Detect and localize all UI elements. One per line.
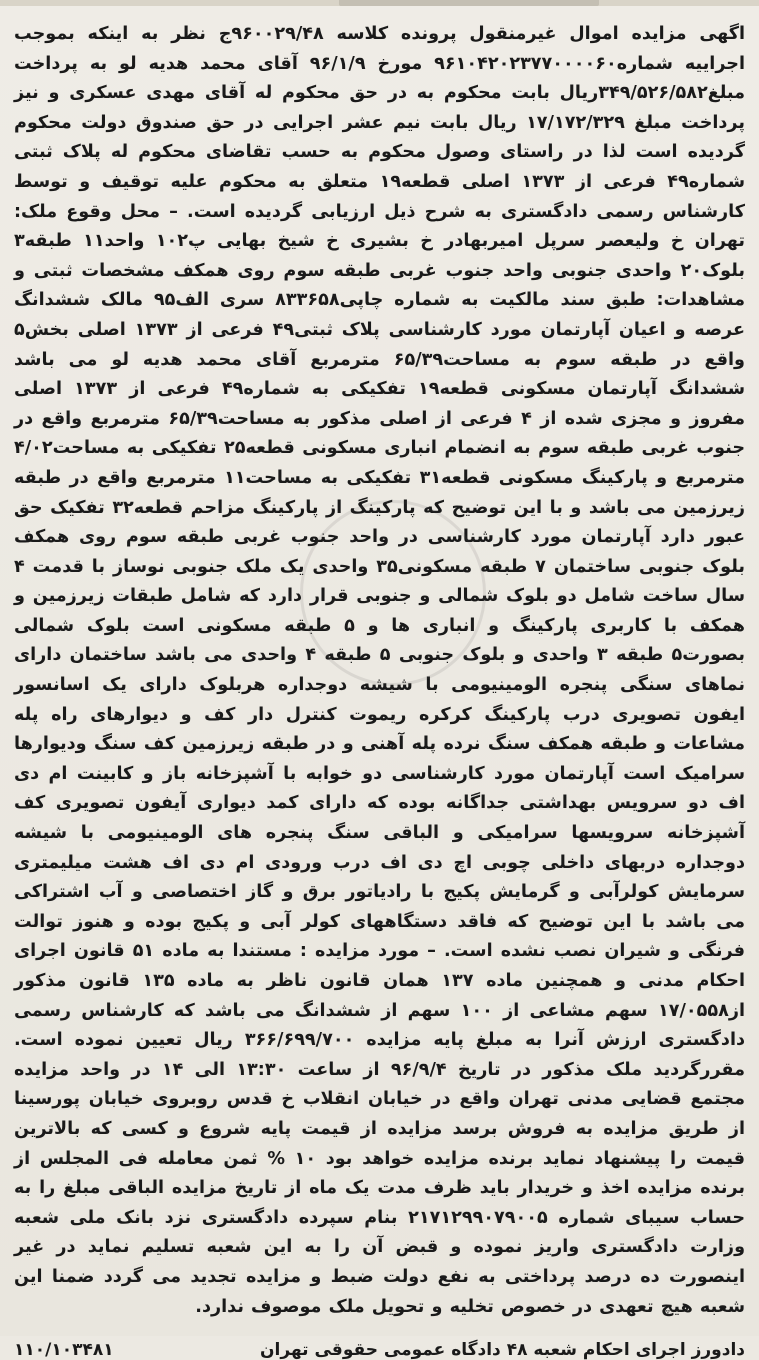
notice-footer — [14, 1340, 745, 1360]
notice-code: ۱۱۰/۱۰۳۴۸۱ — [14, 1339, 114, 1360]
top-header-tag — [339, 0, 599, 6]
court-signature: دادورز اجرای احکام شعبه ۴۸ دادگاه عمومی حقوقی تهران — [260, 1339, 745, 1360]
notice-body: اگهی مزایده اموال غیرمنقول پرونده کلاسه ۹۶۰۰۲۹/۴۸ج نظر به اینکه بموجب اجراییه شماره۹۶۱۰۴۲۰۲۳۷۷۰۰۰۰۶۰ مورخ ۹۶/۱/۹ آقای محمد هدیه لو به پرداخت مبلغ۳۴۹/۵۲۶/۵۸۲ریال بابت محکوم به در حق محکوم له آقای مهدی عسکری و نیز پرداخت مبلغ ۱۷/۱۷۲/۳۲۹ ریال بابت نیم عشر اجرایی در حق صندوق دولت محکوم گردیده است لذا در راستای وصول محکوم به حسب تقاضای محکوم له پلاک ثبتی شماره۴۹ فرعی از ۱۳۷۳ اصلی قطعه۱۹ متعلق به محکوم علیه توقیف و توسط کارشناس رسمی دادگستری به شرح ذیل ارزیابی گردیده است. – محل وقوع ملک: تهران خ ولیعصر سرپل امیربهادر خ بشیری خ شیخ بهایی پ۱۰۲ واحد۱۱ طبقه۳ بلوک۲۰ واحدی جنوبی واحد جنوب غربی طبقه سوم روی همکف مشخصات ثبتی و مشاهدات: طبق سند مالکیت به شماره چاپی۸۳۳۶۵۸ سری الف۹۵ مالک ششدانگ عرصه و اعیان آپارتمان مورد کارشناسی پلاک ثبتی۴۹ فرعی از ۱۳۷۳ اصلی بخش۵ واقع در طبقه سوم به مساحت۶۵/۳۹ مترمربع آقای محمد هدیه لو می باشد ششدانگ آپارتمان مسکونی قطعه۱۹ تفکیکی به شماره۴۹ فرعی از ۱۳۷۳ اصلی مفروز و مجزی شده از ۴ فرعی از اصلی مذکور به مساحت۶۵/۳۹ مترمربع واقع در جنوب غربی طبقه سوم به انضمام انباری مسکونی قطعه۲۵ تفکیکی به مساحت۴/۰۲ مترمربع و پارکینگ مسکونی قطعه۳۱ تفکیکی به مساحت۱۱ مترمربع واقع در طبقه زیرزمین می باشد و با این توضیح که پارکینگ از پارکینگ مزاحم قطعه۳۲ تفکیک حق عبور دارد آپارتمان مورد کارشناسی در واحد جنوب غربی طبقه سوم روی همکف بلوک جنوبی ساختمان ۷ طبقه مسکونی۳۵ واحدی یک ملک جنوبی نوساز با قدمت ۴ سال ساخت شامل دو بلوک شمالی و جنوبی قرار دارد که شامل طبقات زیرزمین و همکف با کاربری پارکینگ و انباری ها و ۵ طبقه مسکونی است بلوک شمالی بصورت۵ طبقه ۳ واحدی و بلوک جنوبی ۵ طبقه ۴ واحدی می باشد ساختمان دارای نماهای سنگی پنجره الومینیومی با شیشه دوجداره هربلوک دارای یک اسانسور ایفون تصویری درب پارکینگ کرکره ریموت کنترل دار کف و دیوارهای راه پله مشاعات و طبقه همکف سنگ نرده پله آهنی و در طبقه زیرزمین کف سنگ ودیوارها سرامیک است آپارتمان مورد کارشناسی دو خوابه با آشپزخانه باز و کابینت ام دی اف دو سرویس بهداشتی جداگانه بوده که دارای کمد دیواری آیفون تصویری کف آشپزخانه سرویسها سرامیکی و الباقی سنگ پنجره های الومینیومی با شیشه دوجداره دربهای داخلی چوبی اچ دی اف درب ورودی ام دی اف هشت میلیمتری سرمایش کولرآبی و گرمایش پکیج با رادیاتور برق و گاز اختصاصی و آب اشتراکی می باشد با این توضیح که فاقد دستگاههای کولر آبی و پکیج بوده و هنوز توالت فرنگی و شیران نصب نشده است. – مورد مزایده : مستندا به ماده ۵۱ قانون اجرای احکام مدنی و همچنین ماده ۱۳۷ همان قانون ناظر به ماده ۱۳۵ قانون مذکور از۱۷/۰۵۵۸ سهم مشاعی از ۱۰۰ سهم از ششدانگ می باشد که کارشناس رسمی دادگستری ارزش آنرا به مبلغ پایه مزایده ۳۶۶/۶۹۹/۷۰۰ ریال تعیین نموده است. مقررگردید ملک مذکور در تاریخ ۹۶/۹/۴ از ساعت ۱۳:۳۰ الی ۱۴ در واحد مزایده مجتمع قضایی مدنی تهران واقع در خیابان انقلاب خ قدس روبروی خیابان پورسینا از طریق مزایده به فروش برسد مزایده از قیمت پایه شروع و کسی که بالاترین قیمت را پیشنهاد نماید برنده مزایده خواهد بود ۱۰ % ثمن معامله فی المجلس از برنده مزایده اخذ و خریدار باید ظرف مدت یک ماه از تاریخ مزایده الباقی مبلغ را به حساب سیبای شماره ۲۱۷۱۲۹۹۰۷۹۰۰۵ بنام سپرده دادگستری نزد بانک ملی شعبه وزارت دادگستری واریز نموده و قبض آن را به این شعبه تسلیم نماید در غیر اینصورت ده درصد پرداختی به نفع دولت ضبط و مزایده تجدید می گردد ضمنا این شعبه هیچ تعهدی در خصوص تخلیه و تحویل ملک موصوف ندارد. — [14, 24, 746, 1317]
